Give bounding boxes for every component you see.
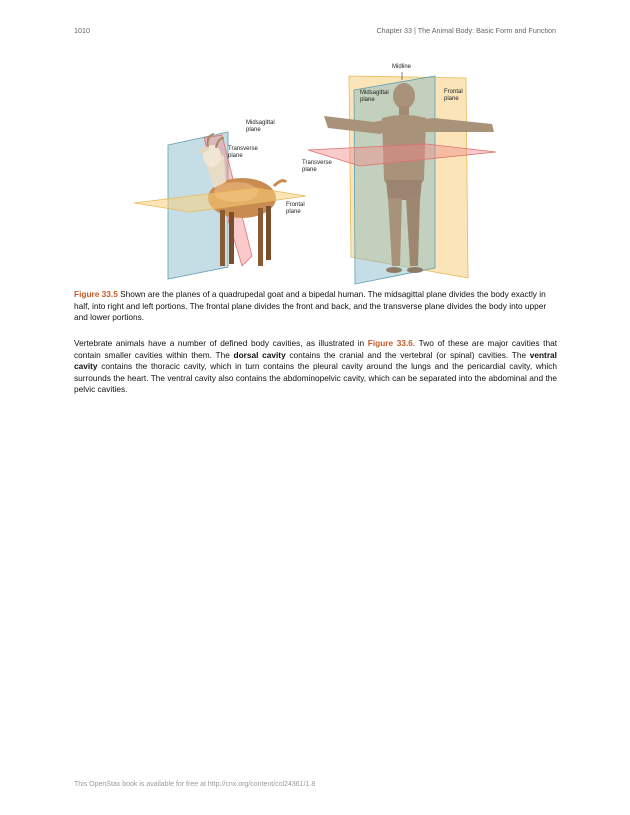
body-planes-figure	[74, 60, 556, 288]
human-midsagittal-label-1: Midsagittal	[360, 90, 389, 96]
goat-frontal-label-1: Frontal	[286, 202, 305, 208]
goat-transverse-label-2: plane	[228, 153, 243, 159]
term-ventral-cavity: ventral cavity	[74, 349, 557, 372]
term-dorsal-cavity: dorsal cavity	[233, 349, 286, 360]
figure-33-6-link[interactable]: Figure 33.6	[367, 338, 413, 348]
figure-caption-text: Shown are the planes of a quadrupedal goat and a bipedal human. The midsagittal plane divides the body exactly in half, into right and left portions. The frontal plane divides the front and back, and the transverse plane divides the body into upper and lower portions.	[74, 289, 547, 323]
paragraph-part-2: . Two of these are major cavities that contain smaller cavities within them. The	[74, 338, 558, 360]
goat-group	[134, 120, 306, 279]
figure-caption	[74, 289, 557, 324]
figure-caption-label: Figure 33.5	[74, 289, 118, 299]
human-transverse-label-1: Transverse	[302, 160, 332, 166]
paragraph-part-1: Vertebrate animals have a number of defined body cavities, as illustrated in	[74, 338, 368, 348]
goat-midsagittal-label-1: Midsagittal	[246, 120, 275, 126]
paragraph-part-3: contains the cranial and the vertebral (or spinal) cavities. The	[285, 349, 530, 360]
human-frontal-label-1: Frontal	[444, 89, 463, 95]
paragraph-part-4: contains the thoracic cavity, which in turn contains the pleural cavity around the lungs and the pericardial cavity, which surrounds the heart. The ventral cavity also contains the abdominopelvic cavity, which can be separated into the abdominal and the pelvic cavities.	[74, 361, 557, 395]
page-number: 1010	[74, 26, 90, 35]
human-midline-label: Midline	[392, 64, 412, 70]
human-group	[302, 64, 496, 284]
goat-midsagittal-label-2: plane	[246, 127, 261, 133]
page-footer: This OpenStax book is available for free at http://cnx.org/content/col24361/1.8	[74, 781, 316, 788]
human-transverse-label-2: plane	[302, 167, 317, 173]
body-planes-illustration	[74, 60, 556, 288]
body-paragraph	[74, 338, 557, 396]
chapter-header: Chapter 33 | The Animal Body: Basic Form and Function	[376, 26, 556, 35]
human-midsagittal-label-2: plane	[360, 97, 375, 103]
goat-frontal-label-2: plane	[286, 209, 301, 215]
goat-transverse-label-1: Transverse	[228, 146, 258, 152]
human-frontal-label-2: plane	[444, 96, 459, 102]
